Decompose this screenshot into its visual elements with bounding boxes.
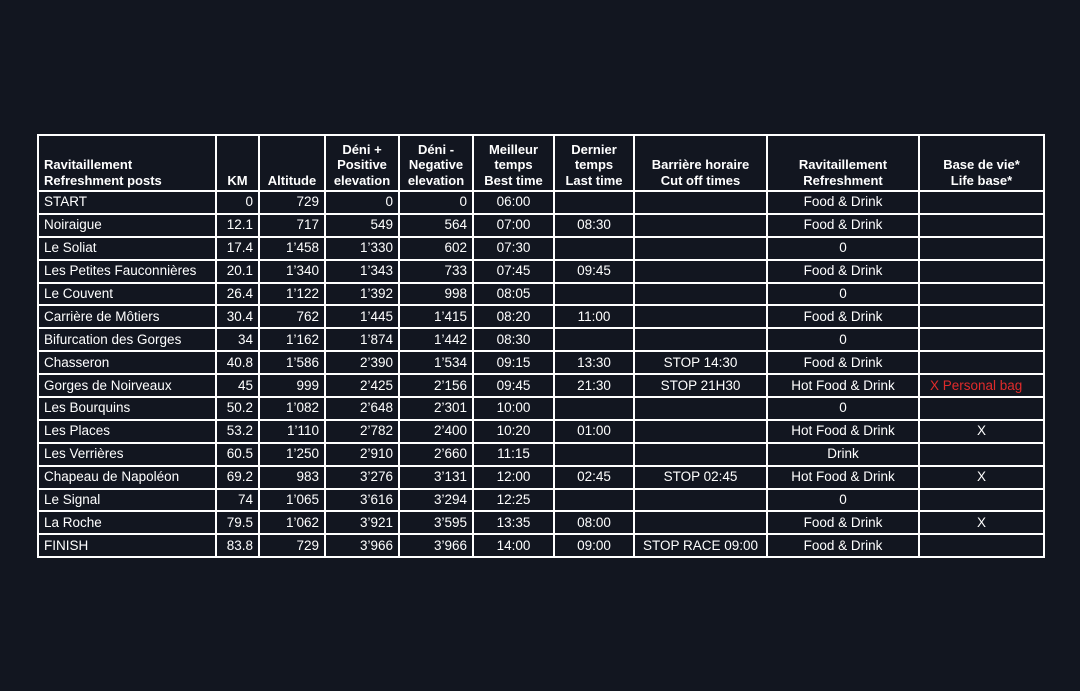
table-cell: 1’343	[325, 260, 399, 283]
table-cell: 21:30	[554, 374, 634, 397]
table-cell: 60.5	[216, 443, 259, 466]
column-header-line: Cut off times	[660, 172, 741, 188]
table-cell: Food & Drink	[767, 305, 919, 328]
table-cell	[634, 305, 767, 328]
table-cell	[554, 397, 634, 420]
table-row	[38, 328, 1044, 351]
table-cell	[634, 214, 767, 237]
table-cell: STOP 02:45	[634, 466, 767, 489]
table-cell: Les Verrières	[38, 443, 216, 466]
table-cell: 53.2	[216, 420, 259, 443]
column-header	[919, 135, 1044, 191]
table-cell: 0	[325, 191, 399, 214]
table-cell: 564	[399, 214, 473, 237]
table-cell	[919, 237, 1044, 260]
table-cell: 79.5	[216, 511, 259, 534]
table-cell	[634, 489, 767, 512]
table-cell: 07:00	[473, 214, 554, 237]
table-cell	[919, 534, 1044, 557]
table-cell: 07:45	[473, 260, 554, 283]
table-cell	[919, 283, 1044, 306]
column-header-line: Base de vie*	[943, 157, 1020, 172]
table-cell: Gorges de Noirveaux	[38, 374, 216, 397]
table-cell: X	[919, 511, 1044, 534]
column-header-line: Meilleur	[488, 141, 539, 157]
table-cell: 13:30	[554, 351, 634, 374]
table-cell	[634, 283, 767, 306]
table-cell: 74	[216, 489, 259, 512]
table-cell: Drink	[767, 443, 919, 466]
table-cell: 34	[216, 328, 259, 351]
table-cell: 0	[767, 283, 919, 306]
table-cell: 3’966	[325, 534, 399, 557]
table-cell: 13:35	[473, 511, 554, 534]
table-cell: Food & Drink	[767, 351, 919, 374]
table-cell: STOP 21H30	[634, 374, 767, 397]
table-cell: 2’425	[325, 374, 399, 397]
table-cell	[634, 420, 767, 443]
table-cell: Chapeau de Napoléon	[38, 466, 216, 489]
table-cell	[919, 489, 1044, 512]
table-cell: Food & Drink	[767, 534, 919, 557]
column-header-line: Ravitaillement	[44, 157, 133, 172]
table-cell	[554, 283, 634, 306]
column-header-line: Barrière horaire	[651, 157, 750, 172]
table-cell: 14:00	[473, 534, 554, 557]
table-cell	[919, 260, 1044, 283]
table-cell: Hot Food & Drink	[767, 466, 919, 489]
table-cell: 09:00	[554, 534, 634, 557]
table-cell: 3’616	[325, 489, 399, 512]
table-cell	[919, 214, 1044, 237]
table-cell: 07:30	[473, 237, 554, 260]
table-cell: 17.4	[216, 237, 259, 260]
table-cell: Le Signal	[38, 489, 216, 512]
table-cell: 1’392	[325, 283, 399, 306]
table-cell: Le Couvent	[38, 283, 216, 306]
table-cell	[634, 443, 767, 466]
column-header-line: Best time	[484, 172, 543, 188]
table-cell: 08:05	[473, 283, 554, 306]
table-cell: 1’162	[259, 328, 325, 351]
table-cell	[554, 237, 634, 260]
table-cell: 11:00	[554, 305, 634, 328]
table-cell: 09:15	[473, 351, 554, 374]
table-cell: 0	[767, 397, 919, 420]
table-cell	[919, 351, 1044, 374]
table-cell: Food & Drink	[767, 191, 919, 214]
table-cell: 11:15	[473, 443, 554, 466]
table-cell	[634, 328, 767, 351]
table-cell	[919, 191, 1044, 214]
table-cell: 2’156	[399, 374, 473, 397]
table-cell: 30.4	[216, 305, 259, 328]
table-cell	[919, 443, 1044, 466]
header-row	[38, 135, 1044, 191]
column-header-line: Last time	[565, 172, 623, 188]
table-row	[38, 260, 1044, 283]
table-cell: 1’534	[399, 351, 473, 374]
table-row	[38, 237, 1044, 260]
table-cell: 1’065	[259, 489, 325, 512]
table-cell: 983	[259, 466, 325, 489]
table-row	[38, 374, 1044, 397]
table-row	[38, 351, 1044, 374]
column-header	[767, 135, 919, 191]
table-cell: 1’415	[399, 305, 473, 328]
column-header	[554, 135, 634, 191]
column-header-line: KM	[227, 172, 248, 188]
table-cell: 1’445	[325, 305, 399, 328]
table-cell: START	[38, 191, 216, 214]
table-cell: Les Petites Fauconnières	[38, 260, 216, 283]
column-header-line: Positive	[337, 157, 387, 172]
table-cell: 1’458	[259, 237, 325, 260]
column-header	[216, 135, 259, 191]
column-header-line: elevation	[407, 172, 465, 188]
table-cell: X	[919, 466, 1044, 489]
table-row	[38, 397, 1044, 420]
table-cell: 3’921	[325, 511, 399, 534]
table-row	[38, 466, 1044, 489]
table-cell: 2’910	[325, 443, 399, 466]
table-cell: 12.1	[216, 214, 259, 237]
table-cell: 2’400	[399, 420, 473, 443]
table-cell: 08:00	[554, 511, 634, 534]
table-cell: X Personal bag	[919, 374, 1044, 397]
table-cell: 3’595	[399, 511, 473, 534]
table-cell: 1’250	[259, 443, 325, 466]
table-cell: 762	[259, 305, 325, 328]
table-cell: 0	[216, 191, 259, 214]
column-header-line: Refreshment	[803, 172, 883, 188]
column-header	[634, 135, 767, 191]
column-header-line: Ravitaillement	[798, 157, 888, 172]
table-cell: 1’110	[259, 420, 325, 443]
table-cell: Hot Food & Drink	[767, 420, 919, 443]
table-cell: 0	[767, 489, 919, 512]
table-cell: STOP RACE 09:00	[634, 534, 767, 557]
table-body	[38, 191, 1044, 557]
table-cell: 1’082	[259, 397, 325, 420]
table-cell: 3’276	[325, 466, 399, 489]
table-row	[38, 283, 1044, 306]
table-cell: 06:00	[473, 191, 554, 214]
table-cell	[634, 237, 767, 260]
table-cell: 0	[767, 237, 919, 260]
table-cell: La Roche	[38, 511, 216, 534]
table-cell: 1’330	[325, 237, 399, 260]
table-cell	[634, 511, 767, 534]
refreshment-posts-table	[37, 134, 1045, 558]
table-row	[38, 305, 1044, 328]
table-cell: 20.1	[216, 260, 259, 283]
table-cell	[554, 328, 634, 351]
table-cell: 26.4	[216, 283, 259, 306]
table-cell: FINISH	[38, 534, 216, 557]
table-cell	[554, 489, 634, 512]
table-cell	[554, 191, 634, 214]
table-row	[38, 511, 1044, 534]
table-cell: 69.2	[216, 466, 259, 489]
table-cell: 2’390	[325, 351, 399, 374]
table-cell: Les Bourquins	[38, 397, 216, 420]
table-cell: 2’782	[325, 420, 399, 443]
table-cell: 10:20	[473, 420, 554, 443]
column-header-line: Déni -	[417, 141, 455, 157]
table-cell: 08:30	[554, 214, 634, 237]
table-cell: 549	[325, 214, 399, 237]
table-cell: 08:20	[473, 305, 554, 328]
column-header	[38, 135, 216, 191]
table-cell: Noiraigue	[38, 214, 216, 237]
column-header-line: Dernier	[571, 141, 617, 157]
table-cell	[919, 397, 1044, 420]
table-cell: 02:45	[554, 466, 634, 489]
table-cell: Food & Drink	[767, 260, 919, 283]
table-cell: 998	[399, 283, 473, 306]
table-cell: 3’294	[399, 489, 473, 512]
column-header-line: Life base*	[950, 172, 1013, 188]
table-cell: 1’442	[399, 328, 473, 351]
table-cell: 09:45	[554, 260, 634, 283]
table-cell: 09:45	[473, 374, 554, 397]
table-cell: Bifurcation des Gorges	[38, 328, 216, 351]
column-header-line: Déni +	[342, 141, 382, 157]
table-cell: 733	[399, 260, 473, 283]
table-cell: 12:00	[473, 466, 554, 489]
column-header-line: temps	[574, 157, 614, 172]
table-cell: 999	[259, 374, 325, 397]
table-cell: 1’062	[259, 511, 325, 534]
table-cell: 2’648	[325, 397, 399, 420]
column-header	[325, 135, 399, 191]
table-row	[38, 214, 1044, 237]
table-cell: 08:30	[473, 328, 554, 351]
table-cell: 1’874	[325, 328, 399, 351]
table-cell: 2’301	[399, 397, 473, 420]
column-header	[473, 135, 554, 191]
table-cell: 50.2	[216, 397, 259, 420]
table-cell: 10:00	[473, 397, 554, 420]
table-cell	[634, 260, 767, 283]
table-cell: 40.8	[216, 351, 259, 374]
table-cell: 0	[767, 328, 919, 351]
table-cell	[634, 191, 767, 214]
column-header	[259, 135, 325, 191]
table-cell: 729	[259, 191, 325, 214]
column-header-line: Altitude	[267, 172, 317, 188]
table-cell: 83.8	[216, 534, 259, 557]
table-cell: 45	[216, 374, 259, 397]
table-cell: 3’966	[399, 534, 473, 557]
table-cell: Carrière de Môtiers	[38, 305, 216, 328]
table-cell: 602	[399, 237, 473, 260]
table-cell: Le Soliat	[38, 237, 216, 260]
table-cell: 729	[259, 534, 325, 557]
table-row	[38, 420, 1044, 443]
table-row	[38, 489, 1044, 512]
table-cell: Food & Drink	[767, 511, 919, 534]
column-header	[399, 135, 473, 191]
column-header-line: elevation	[333, 172, 391, 188]
table-cell: 1’122	[259, 283, 325, 306]
table-row	[38, 534, 1044, 557]
table-cell: 2’660	[399, 443, 473, 466]
table-cell	[634, 397, 767, 420]
table-cell: 12:25	[473, 489, 554, 512]
table-cell: STOP 14:30	[634, 351, 767, 374]
column-header-line: Refreshment posts	[44, 172, 162, 188]
table-cell: 1’340	[259, 260, 325, 283]
column-header-line: temps	[494, 157, 533, 172]
table-cell: 3’131	[399, 466, 473, 489]
table-cell: 01:00	[554, 420, 634, 443]
table-cell: 717	[259, 214, 325, 237]
table-row	[38, 191, 1044, 214]
table-cell: Food & Drink	[767, 214, 919, 237]
table-row	[38, 443, 1044, 466]
table-cell: 1’586	[259, 351, 325, 374]
table-cell: Hot Food & Drink	[767, 374, 919, 397]
table-cell: Les Places	[38, 420, 216, 443]
table-cell: 0	[399, 191, 473, 214]
table-cell	[919, 305, 1044, 328]
table-cell	[554, 443, 634, 466]
table-cell	[919, 328, 1044, 351]
column-header-line: Negative	[408, 157, 464, 172]
table-cell: X	[919, 420, 1044, 443]
table-cell: Chasseron	[38, 351, 216, 374]
